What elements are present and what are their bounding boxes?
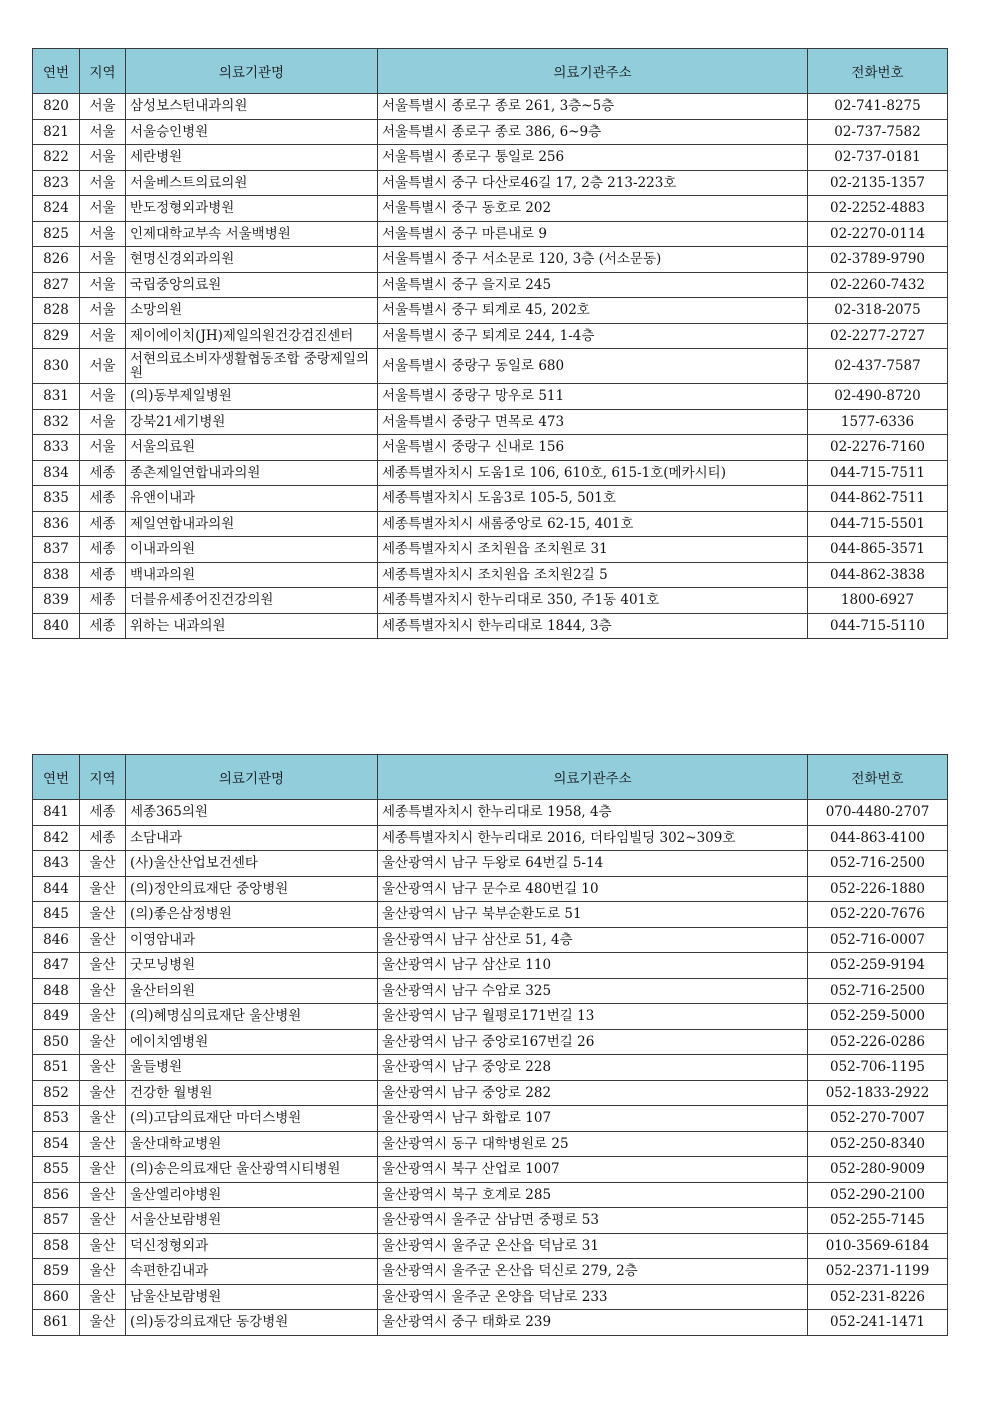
cell-address: 서울특별시 중구 마른내로 9 <box>378 221 808 247</box>
cell-region: 울산 <box>80 1055 126 1081</box>
cell-region: 세종 <box>80 613 126 639</box>
cell-phone: 052-226-1880 <box>808 876 948 902</box>
cell-address: 세종특별자치시 조치원읍 조치원2길 5 <box>378 562 808 588</box>
cell-name: 울들병원 <box>126 1055 378 1081</box>
cell-name: (의)혜명심의료재단 울산병원 <box>126 1004 378 1030</box>
col-header-region: 지역 <box>80 755 126 800</box>
cell-name: 에이치엠병원 <box>126 1029 378 1055</box>
cell-phone: 02-2135-1357 <box>808 170 948 196</box>
col-header-phone: 전화번호 <box>808 755 948 800</box>
cell-number: 855 <box>33 1157 80 1183</box>
cell-name: 굿모닝병원 <box>126 953 378 979</box>
cell-address: 울산광역시 중구 태화로 239 <box>378 1310 808 1336</box>
cell-number: 851 <box>33 1055 80 1081</box>
cell-region: 울산 <box>80 1106 126 1132</box>
cell-address: 울산광역시 울주군 온산읍 덕신로 279, 2층 <box>378 1259 808 1285</box>
cell-number: 824 <box>33 196 80 222</box>
cell-region: 울산 <box>80 1004 126 1030</box>
table-row <box>33 435 948 461</box>
table-row <box>33 460 948 486</box>
cell-region: 울산 <box>80 1259 126 1285</box>
cell-phone: 02-2252-4883 <box>808 196 948 222</box>
cell-phone: 052-241-1471 <box>808 1310 948 1336</box>
cell-name: 유앤이내과 <box>126 486 378 512</box>
cell-address: 울산광역시 남구 삼산로 51, 4층 <box>378 927 808 953</box>
col-header-number: 연번 <box>33 49 80 94</box>
table-header-row <box>33 755 948 800</box>
table-row <box>33 1080 948 1106</box>
table-row <box>33 1106 948 1132</box>
table-row <box>33 409 948 435</box>
cell-phone: 052-270-7007 <box>808 1106 948 1132</box>
cell-phone: 1577-6336 <box>808 409 948 435</box>
cell-name: 현명신경외과의원 <box>126 247 378 273</box>
cell-phone: 044-715-7511 <box>808 460 948 486</box>
table-row <box>33 953 948 979</box>
cell-name: (의)정안의료재단 중앙병원 <box>126 876 378 902</box>
cell-phone: 052-255-7145 <box>808 1208 948 1234</box>
cell-name: 세란병원 <box>126 145 378 171</box>
cell-name: 소망의원 <box>126 298 378 324</box>
cell-number: 832 <box>33 409 80 435</box>
cell-region: 울산 <box>80 1131 126 1157</box>
cell-number: 848 <box>33 978 80 1004</box>
cell-address: 서울특별시 중랑구 동일로 680 <box>378 349 808 384</box>
table-row <box>33 384 948 410</box>
cell-number: 838 <box>33 562 80 588</box>
cell-number: 856 <box>33 1182 80 1208</box>
cell-phone: 070-4480-2707 <box>808 800 948 826</box>
cell-number: 846 <box>33 927 80 953</box>
cell-phone: 044-715-5501 <box>808 511 948 537</box>
cell-number: 825 <box>33 221 80 247</box>
cell-number: 854 <box>33 1131 80 1157</box>
table-row <box>33 978 948 1004</box>
cell-phone: 052-716-0007 <box>808 927 948 953</box>
table-row <box>33 298 948 324</box>
col-header-phone: 전화번호 <box>808 49 948 94</box>
cell-address: 울산광역시 남구 수암로 325 <box>378 978 808 1004</box>
cell-number: 822 <box>33 145 80 171</box>
cell-address: 울산광역시 울주군 온양읍 덕남로 233 <box>378 1284 808 1310</box>
cell-phone: 02-2270-0114 <box>808 221 948 247</box>
cell-phone: 044-865-3571 <box>808 537 948 563</box>
table-row <box>33 1208 948 1234</box>
cell-phone: 052-706-1195 <box>808 1055 948 1081</box>
cell-name: 서현의료소비자생활협동조합 중랑제일의원 <box>126 349 378 384</box>
table-row <box>33 145 948 171</box>
cell-number: 821 <box>33 119 80 145</box>
cell-number: 845 <box>33 902 80 928</box>
cell-number: 844 <box>33 876 80 902</box>
cell-name: 인제대학교부속 서울백병원 <box>126 221 378 247</box>
cell-phone: 052-250-8340 <box>808 1131 948 1157</box>
cell-name: (의)좋은삼정병원 <box>126 902 378 928</box>
cell-phone: 02-737-7582 <box>808 119 948 145</box>
cell-address: 세종특별자치시 한누리대로 350, 주1동 401호 <box>378 588 808 614</box>
cell-name: 이영암내과 <box>126 927 378 953</box>
cell-region: 울산 <box>80 1233 126 1259</box>
cell-address: 울산광역시 북구 호계로 285 <box>378 1182 808 1208</box>
cell-phone: 052-716-2500 <box>808 978 948 1004</box>
cell-number: 823 <box>33 170 80 196</box>
cell-name: 덕신정형외과 <box>126 1233 378 1259</box>
col-header-address: 의료기관주소 <box>378 755 808 800</box>
cell-region: 세종 <box>80 588 126 614</box>
cell-address: 서울특별시 중랑구 면목로 473 <box>378 409 808 435</box>
table-row <box>33 1259 948 1285</box>
table-row <box>33 349 948 384</box>
cell-number: 835 <box>33 486 80 512</box>
cell-phone: 044-863-4100 <box>808 825 948 851</box>
cell-region: 울산 <box>80 876 126 902</box>
table-row <box>33 1004 948 1030</box>
cell-region: 서울 <box>80 247 126 273</box>
cell-address: 울산광역시 남구 월평로171번길 13 <box>378 1004 808 1030</box>
cell-address: 울산광역시 남구 중앙로167번길 26 <box>378 1029 808 1055</box>
cell-address: 울산광역시 남구 북부순환도로 51 <box>378 902 808 928</box>
cell-name: 제이에이치(JH)제일의원건강검진센터 <box>126 323 378 349</box>
cell-phone: 052-220-7676 <box>808 902 948 928</box>
cell-address: 세종특별자치시 한누리대로 2016, 더타임빌딩 302~309호 <box>378 825 808 851</box>
cell-address: 울산광역시 울주군 온산읍 덕남로 31 <box>378 1233 808 1259</box>
table-row <box>33 94 948 120</box>
cell-number: 840 <box>33 613 80 639</box>
cell-name: 울산대학교병원 <box>126 1131 378 1157</box>
table-row <box>33 196 948 222</box>
cell-name: 종촌제일연합내과의원 <box>126 460 378 486</box>
cell-phone: 052-231-8226 <box>808 1284 948 1310</box>
cell-address: 서울특별시 종로구 종로 386, 6~9층 <box>378 119 808 145</box>
cell-phone: 02-2277-2727 <box>808 323 948 349</box>
cell-region: 서울 <box>80 323 126 349</box>
cell-phone: 052-290-2100 <box>808 1182 948 1208</box>
table-row <box>33 1233 948 1259</box>
cell-phone: 02-3789-9790 <box>808 247 948 273</box>
cell-number: 830 <box>33 349 80 384</box>
table-row <box>33 221 948 247</box>
cell-address: 서울특별시 중구 동호로 202 <box>378 196 808 222</box>
cell-number: 842 <box>33 825 80 851</box>
cell-region: 서울 <box>80 409 126 435</box>
cell-name: 삼성보스턴내과의원 <box>126 94 378 120</box>
cell-phone: 02-737-0181 <box>808 145 948 171</box>
cell-region: 울산 <box>80 1029 126 1055</box>
cell-name: 서울산보람병원 <box>126 1208 378 1234</box>
cell-name: 남울산보람병원 <box>126 1284 378 1310</box>
table-row <box>33 825 948 851</box>
cell-region: 서울 <box>80 221 126 247</box>
cell-address: 울산광역시 울주군 삼남면 중평로 53 <box>378 1208 808 1234</box>
cell-phone: 052-716-2500 <box>808 851 948 877</box>
cell-region: 서울 <box>80 119 126 145</box>
table-row <box>33 613 948 639</box>
cell-address: 서울특별시 중랑구 신내로 156 <box>378 435 808 461</box>
cell-name: 소담내과 <box>126 825 378 851</box>
cell-region: 세종 <box>80 537 126 563</box>
table-row <box>33 119 948 145</box>
table-row <box>33 1131 948 1157</box>
cell-region: 세종 <box>80 825 126 851</box>
cell-region: 세종 <box>80 800 126 826</box>
cell-region: 서울 <box>80 196 126 222</box>
cell-number: 828 <box>33 298 80 324</box>
table-row <box>33 927 948 953</box>
cell-region: 세종 <box>80 562 126 588</box>
table-row <box>33 876 948 902</box>
table-row <box>33 588 948 614</box>
hospital-table-1 <box>32 48 948 639</box>
cell-number: 852 <box>33 1080 80 1106</box>
table-row <box>33 902 948 928</box>
table-row <box>33 1284 948 1310</box>
cell-name: 더블유세종어진건강의원 <box>126 588 378 614</box>
cell-name: 반도정형외과병원 <box>126 196 378 222</box>
cell-name: 서울승인병원 <box>126 119 378 145</box>
cell-name: (의)고담의료재단 마더스병원 <box>126 1106 378 1132</box>
cell-region: 울산 <box>80 902 126 928</box>
cell-name: (의)동강의료재단 동강병원 <box>126 1310 378 1336</box>
table-row <box>33 272 948 298</box>
cell-address: 서울특별시 중구 서소문로 120, 3층 (서소문동) <box>378 247 808 273</box>
cell-region: 울산 <box>80 1157 126 1183</box>
cell-address: 울산광역시 남구 중앙로 282 <box>378 1080 808 1106</box>
cell-number: 861 <box>33 1310 80 1336</box>
table-row <box>33 562 948 588</box>
col-header-number: 연번 <box>33 755 80 800</box>
table-header-row <box>33 49 948 94</box>
table-row <box>33 1055 948 1081</box>
cell-number: 827 <box>33 272 80 298</box>
cell-address: 세종특별자치시 도움1로 106, 610호, 615-1호(메카시티) <box>378 460 808 486</box>
col-header-region: 지역 <box>80 49 126 94</box>
cell-address: 서울특별시 중랑구 망우로 511 <box>378 384 808 410</box>
cell-number: 820 <box>33 94 80 120</box>
cell-region: 울산 <box>80 851 126 877</box>
cell-name: 국립중앙의료원 <box>126 272 378 298</box>
cell-phone: 02-490-8720 <box>808 384 948 410</box>
cell-address: 울산광역시 남구 삼산로 110 <box>378 953 808 979</box>
hospital-table-2 <box>32 754 948 1336</box>
cell-address: 서울특별시 중구 퇴계로 244, 1-4층 <box>378 323 808 349</box>
cell-number: 836 <box>33 511 80 537</box>
table-row <box>33 1157 948 1183</box>
cell-address: 세종특별자치시 한누리대로 1958, 4층 <box>378 800 808 826</box>
cell-address: 울산광역시 남구 중앙로 228 <box>378 1055 808 1081</box>
cell-address: 울산광역시 남구 문수로 480번길 10 <box>378 876 808 902</box>
cell-number: 850 <box>33 1029 80 1055</box>
cell-number: 833 <box>33 435 80 461</box>
cell-address: 울산광역시 북구 산업로 1007 <box>378 1157 808 1183</box>
cell-address: 세종특별자치시 도움3로 105-5, 501호 <box>378 486 808 512</box>
cell-name: 서울베스트의료의원 <box>126 170 378 196</box>
table-row <box>33 170 948 196</box>
cell-number: 860 <box>33 1284 80 1310</box>
cell-region: 서울 <box>80 349 126 384</box>
cell-phone: 052-259-9194 <box>808 953 948 979</box>
cell-phone: 044-862-7511 <box>808 486 948 512</box>
cell-number: 843 <box>33 851 80 877</box>
cell-region: 울산 <box>80 1080 126 1106</box>
cell-number: 829 <box>33 323 80 349</box>
cell-address: 울산광역시 남구 두왕로 64번길 5-14 <box>378 851 808 877</box>
cell-number: 831 <box>33 384 80 410</box>
cell-name: 울산엘리야병원 <box>126 1182 378 1208</box>
cell-address: 서울특별시 중구 을지로 245 <box>378 272 808 298</box>
cell-region: 서울 <box>80 435 126 461</box>
cell-number: 847 <box>33 953 80 979</box>
col-header-name: 의료기관명 <box>126 49 378 94</box>
cell-region: 울산 <box>80 953 126 979</box>
cell-region: 서울 <box>80 298 126 324</box>
cell-name: 속편한김내과 <box>126 1259 378 1285</box>
table-row <box>33 800 948 826</box>
table-row <box>33 1310 948 1336</box>
table-row <box>33 486 948 512</box>
cell-name: (의)송은의료재단 울산광역시티병원 <box>126 1157 378 1183</box>
table-row <box>33 1029 948 1055</box>
cell-phone: 052-280-9009 <box>808 1157 948 1183</box>
cell-phone: 044-715-5110 <box>808 613 948 639</box>
cell-number: 857 <box>33 1208 80 1234</box>
cell-name: 울산터의원 <box>126 978 378 1004</box>
cell-name: 이내과의원 <box>126 537 378 563</box>
table-row <box>33 1182 948 1208</box>
table-row <box>33 537 948 563</box>
cell-number: 834 <box>33 460 80 486</box>
cell-name: 강북21세기병원 <box>126 409 378 435</box>
cell-name: 세종365의원 <box>126 800 378 826</box>
cell-region: 세종 <box>80 460 126 486</box>
cell-region: 서울 <box>80 94 126 120</box>
cell-address: 서울특별시 종로구 종로 261, 3층~5층 <box>378 94 808 120</box>
table-row <box>33 323 948 349</box>
table-row <box>33 851 948 877</box>
cell-number: 853 <box>33 1106 80 1132</box>
table-row <box>33 511 948 537</box>
cell-number: 837 <box>33 537 80 563</box>
cell-address: 세종특별자치시 조치원읍 조치원로 31 <box>378 537 808 563</box>
cell-region: 울산 <box>80 1310 126 1336</box>
cell-address: 서울특별시 중구 퇴계로 45, 202호 <box>378 298 808 324</box>
cell-address: 세종특별자치시 새롬중앙로 62-15, 401호 <box>378 511 808 537</box>
cell-region: 울산 <box>80 1208 126 1234</box>
cell-name: 백내과의원 <box>126 562 378 588</box>
cell-address: 울산광역시 남구 화합로 107 <box>378 1106 808 1132</box>
col-header-address: 의료기관주소 <box>378 49 808 94</box>
cell-number: 858 <box>33 1233 80 1259</box>
cell-number: 839 <box>33 588 80 614</box>
cell-phone: 02-2276-7160 <box>808 435 948 461</box>
cell-region: 울산 <box>80 978 126 1004</box>
cell-number: 841 <box>33 800 80 826</box>
cell-region: 서울 <box>80 384 126 410</box>
cell-address: 서울특별시 중구 다산로46길 17, 2층 213-223호 <box>378 170 808 196</box>
cell-name: 서울의료원 <box>126 435 378 461</box>
cell-region: 서울 <box>80 170 126 196</box>
cell-region: 세종 <box>80 511 126 537</box>
cell-region: 서울 <box>80 145 126 171</box>
cell-phone: 052-226-0286 <box>808 1029 948 1055</box>
cell-phone: 052-1833-2922 <box>808 1080 948 1106</box>
cell-name: 위하는 내과의원 <box>126 613 378 639</box>
cell-number: 849 <box>33 1004 80 1030</box>
cell-phone: 02-318-2075 <box>808 298 948 324</box>
cell-phone: 02-741-8275 <box>808 94 948 120</box>
cell-phone: 052-2371-1199 <box>808 1259 948 1285</box>
cell-region: 서울 <box>80 272 126 298</box>
cell-phone: 02-437-7587 <box>808 349 948 384</box>
cell-address: 서울특별시 종로구 통일로 256 <box>378 145 808 171</box>
cell-address: 울산광역시 동구 대학병원로 25 <box>378 1131 808 1157</box>
table-row <box>33 247 948 273</box>
col-header-name: 의료기관명 <box>126 755 378 800</box>
cell-phone: 1800-6927 <box>808 588 948 614</box>
cell-name: 건강한 월병원 <box>126 1080 378 1106</box>
cell-number: 859 <box>33 1259 80 1285</box>
cell-name: (사)울산산업보건센타 <box>126 851 378 877</box>
cell-address: 세종특별자치시 한누리대로 1844, 3층 <box>378 613 808 639</box>
cell-phone: 044-862-3838 <box>808 562 948 588</box>
cell-region: 울산 <box>80 1182 126 1208</box>
cell-number: 826 <box>33 247 80 273</box>
cell-phone: 02-2260-7432 <box>808 272 948 298</box>
cell-name: 제일연합내과의원 <box>126 511 378 537</box>
cell-region: 울산 <box>80 1284 126 1310</box>
cell-phone: 052-259-5000 <box>808 1004 948 1030</box>
cell-region: 울산 <box>80 927 126 953</box>
cell-phone: 010-3569-6184 <box>808 1233 948 1259</box>
cell-name: (의)동부제일병원 <box>126 384 378 410</box>
cell-region: 세종 <box>80 486 126 512</box>
